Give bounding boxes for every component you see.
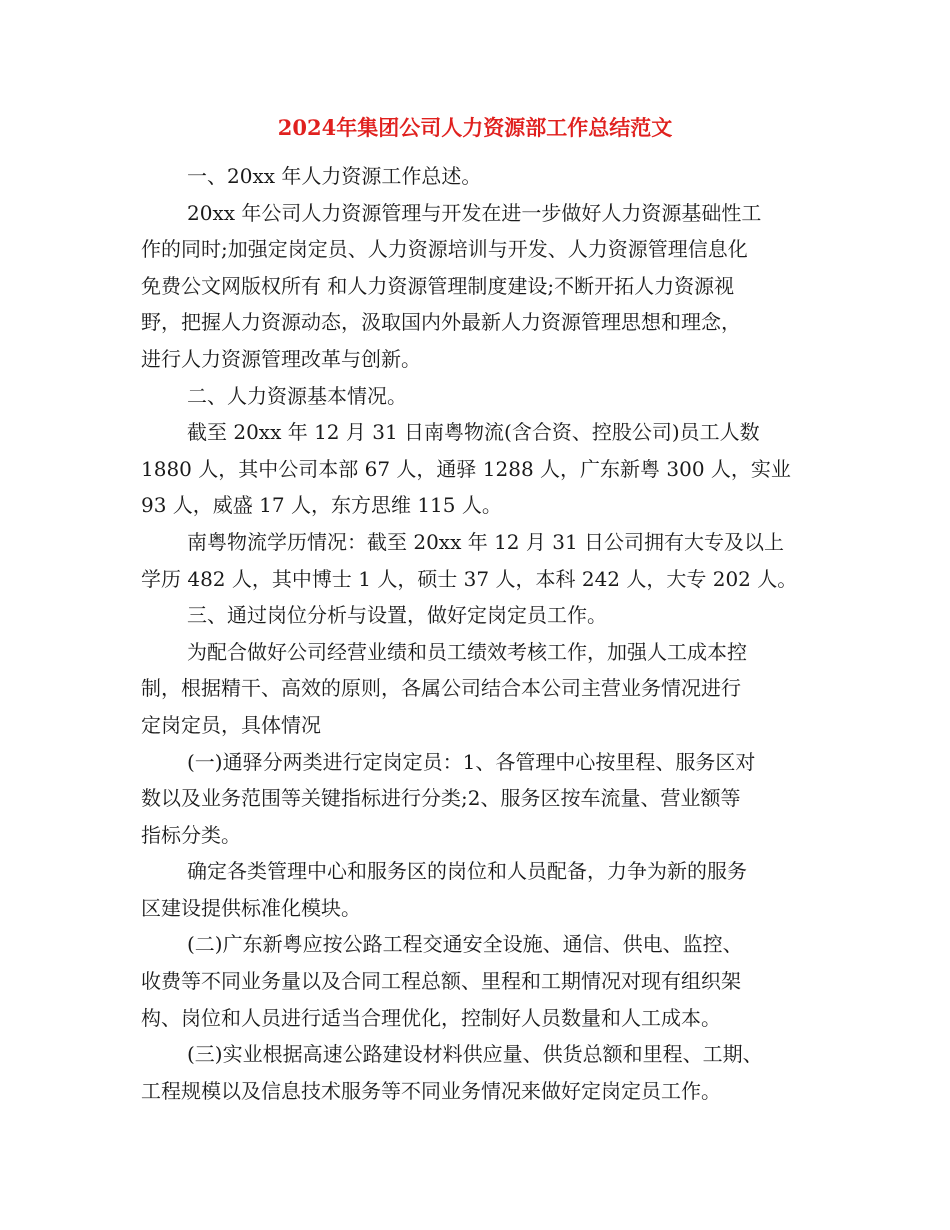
paragraph-line: 区建设提供标准化模块。 — [141, 895, 361, 920]
paragraph-line: 截至 20xx 年 12 月 31 日南粤物流(含合资、控股公司)员工人数 — [187, 420, 760, 445]
paragraph-line: 1880 人，其中公司本部 67 人，通驿 1288 人，广东新粤 300 人，实业 — [141, 456, 791, 481]
paragraph-line: (二)广东新粤应按公路工程交通安全设施、通信、供电、监控、 — [187, 932, 743, 957]
paragraph-line: 20xx 年公司人力资源管理与开发在进一步做好人力资源基础性工 — [187, 200, 762, 225]
paragraph-line: 进行人力资源管理改革与创新。 — [141, 346, 421, 371]
paragraph-line: 南粤物流学历情况：截至 20xx 年 12 月 31 日公司拥有大专及以上 — [187, 529, 785, 554]
paragraph-line: 制，根据精干、高效的原则，各属公司结合本公司主营业务情况进行 — [141, 676, 741, 701]
document-body — [141, 158, 821, 1109]
section-heading: 一、20xx 年人力资源工作总述。 — [187, 164, 482, 188]
paragraph-line: 确定各类管理中心和服务区的岗位和人员配备，力争为新的服务 — [187, 859, 747, 884]
paragraph-line: 构、岗位和人员进行适当合理优化，控制好人员数量和人工成本。 — [141, 1005, 721, 1030]
paragraph-line: 为配合做好公司经营业绩和员工绩效考核工作，加强人工成本控 — [187, 639, 747, 664]
paragraph-line: 工程规模以及信息技术服务等不同业务情况来做好定岗定员工作。 — [141, 1078, 721, 1103]
section-heading: 三、通过岗位分析与设置，做好定岗定员工作。 — [187, 603, 607, 628]
paragraph-line: 93 人，威盛 17 人，东方思维 115 人。 — [141, 493, 502, 518]
paragraph-line: 定岗定员，具体情况 — [141, 712, 321, 737]
paragraph-line: (三)实业根据高速公路建设材料供应量、供货总额和里程、工期、 — [187, 1042, 763, 1067]
paragraph-line: 作的同时;加强定岗定员、人力资源培训与开发、人力资源管理信息化 — [141, 237, 748, 262]
paragraph-line: 学历 482 人，其中博士 1 人，硕士 37 人，本科 242 人，大专 202 人。 — [141, 566, 798, 591]
paragraph-line: 野，把握人力资源动态，汲取国内外最新人力资源管理思想和理念， — [141, 310, 741, 335]
paragraph-line: 指标分类。 — [141, 822, 241, 847]
paragraph-line: 收费等不同业务量以及合同工程总额、里程和工期情况对现有组织架 — [141, 969, 741, 994]
paragraph-line: 数以及业务范围等关键指标进行分类;2、服务区按车流量、营业额等 — [141, 786, 741, 811]
paragraph-line: 免费公文网版权所有 和人力资源管理制度建设;不断开拓人力资源视 — [141, 273, 735, 298]
section-heading: 二、人力资源基本情况。 — [187, 383, 407, 408]
paragraph-line: (一)通驿分两类进行定岗定员：1、各管理中心按里程、服务区对 — [187, 749, 756, 774]
document-title: 2024年集团公司人力资源部工作总结范文 — [277, 115, 673, 140]
